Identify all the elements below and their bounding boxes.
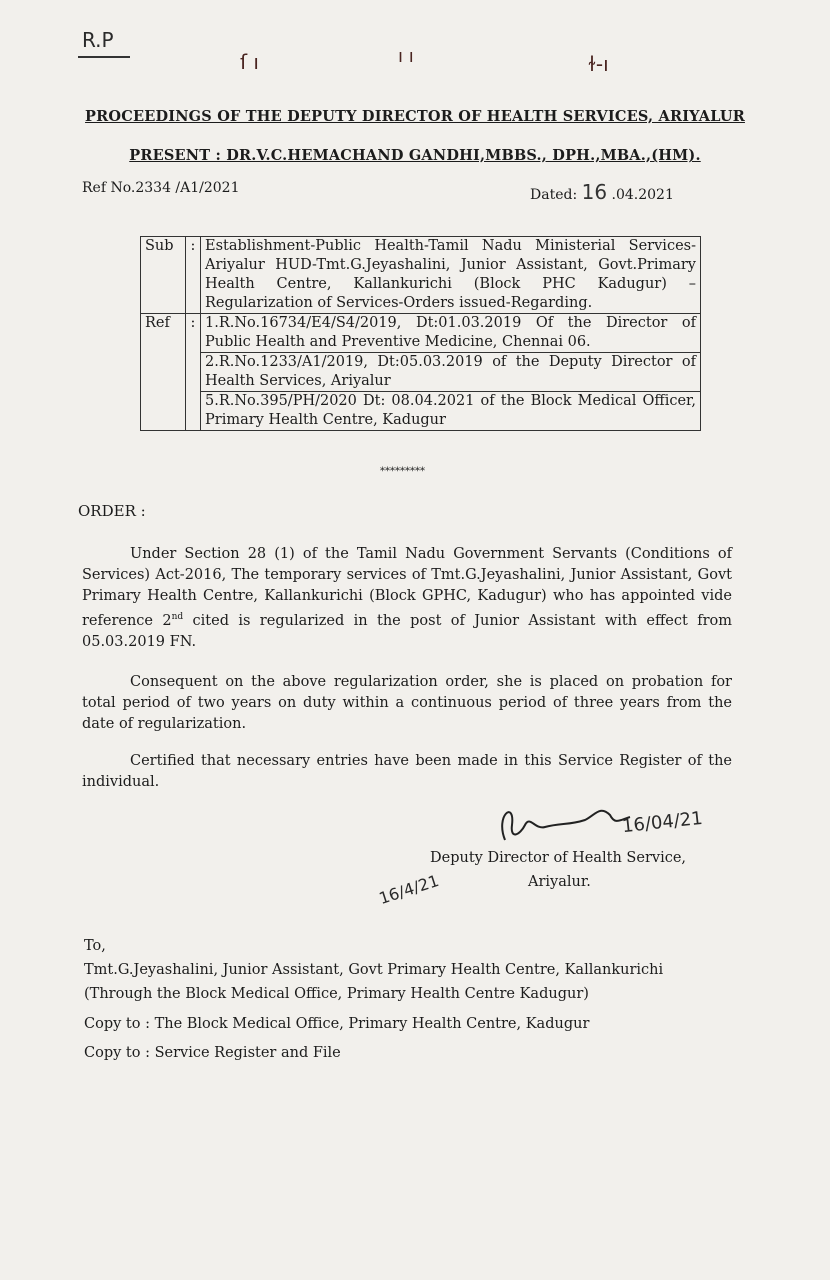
reference-item: 5.R.No.395/PH/2020 Dt: 08.04.2021 of the Block Medical Officer, Primary Health Centre, Kadugur: [201, 392, 701, 431]
document-title: PROCEEDINGS OF THE DEPUTY DIRECTOR OF HEALTH SERVICES, ARIYALUR: [85, 108, 745, 125]
order-text: cited is regularized in the post of Junior Assistant with effect from 05.03.2019 FN.: [82, 612, 732, 650]
sub-label: Sub: [141, 237, 186, 314]
recipient-through: (Through the Block Medical Office, Primary Health Centre Kadugur): [84, 986, 589, 1002]
reference-item: 2.R.No.1233/A1/2019, Dt:05.03.2019 of the Deputy Director of Health Services, Ariyalur: [201, 353, 701, 392]
order-paragraph-1: [82, 544, 732, 653]
separator-stars: *********: [380, 466, 425, 477]
dated-month-year: .04.2021: [611, 187, 674, 203]
dated-day: 16: [581, 180, 608, 204]
reference-item: 1.R.No.16734/E4/S4/2019, Dt:01.03.2019 Of the Director of Public Health and Preventive Medicine, Chennai 06.: [201, 314, 701, 353]
order-paragraph-3: Certified that necessary entries have been made in this Service Register of the individual.: [82, 753, 732, 790]
subject-text: Establishment-Public Health-Tamil Nadu Ministerial Services-Ariyalur HUD-Tmt.G.Jeyashalini, Junior Assistant, Govt.Primary Health Centre, Kallankurichi (Block PHC Kadugur) –Regularization of Services-Orders issued-Regarding.: [201, 237, 701, 314]
order-heading: ORDER :: [78, 502, 146, 520]
copy-to-line: Copy to : The Block Medical Office, Primary Health Centre, Kadugur: [84, 1016, 590, 1032]
signatory-designation: Deputy Director of Health Service,: [430, 850, 687, 866]
rp-underline: [78, 56, 130, 58]
colon: :: [186, 314, 201, 431]
dated: [530, 180, 674, 204]
subject-reference-table: [140, 236, 701, 431]
handwritten-rp-note: R.P: [82, 28, 114, 52]
colon: :: [186, 237, 201, 314]
superscript: nd: [171, 612, 184, 622]
initial-date: 16/4/21: [376, 870, 442, 909]
to-label: To,: [84, 938, 106, 954]
handwritten-mark: ɫ-ı: [588, 52, 609, 76]
reference-number: Ref No.2334 /A1/2021: [82, 180, 240, 196]
ref-label: Ref: [141, 314, 186, 431]
order-paragraph-2: Consequent on the above regularization order, she is placed on probation for total period of two years on duty within a continuous period of three years from the date of regularization.: [82, 674, 732, 732]
dated-label: Dated:: [530, 187, 578, 203]
signatory-place: Ariyalur.: [528, 874, 591, 890]
present-line: PRESENT : DR.V.C.HEMACHAND GANDHI,MBBS., DPH.,MBA.,(HM).: [129, 147, 701, 164]
copy-to-line: Copy to : Service Register and File: [84, 1045, 341, 1061]
signature-date: 16/04/21: [621, 807, 704, 838]
order-text: Under Section 28 (1) of the Tamil Nadu Government Servants (Conditions of Services) Act-2016, The temporary services of Tmt.G.Jeyashalini, Junior Assistant, Govt Primary Health Centre, Kallankurichi (Block GPHC, Kadugur) who has appointed vide reference 2: [82, 546, 732, 629]
handwritten-mark: ſ ı: [240, 50, 259, 74]
handwritten-mark: ı ı: [398, 46, 414, 67]
recipient-line: Tmt.G.Jeyashalini, Junior Assistant, Govt Primary Health Centre, Kallankurichi: [84, 962, 664, 978]
